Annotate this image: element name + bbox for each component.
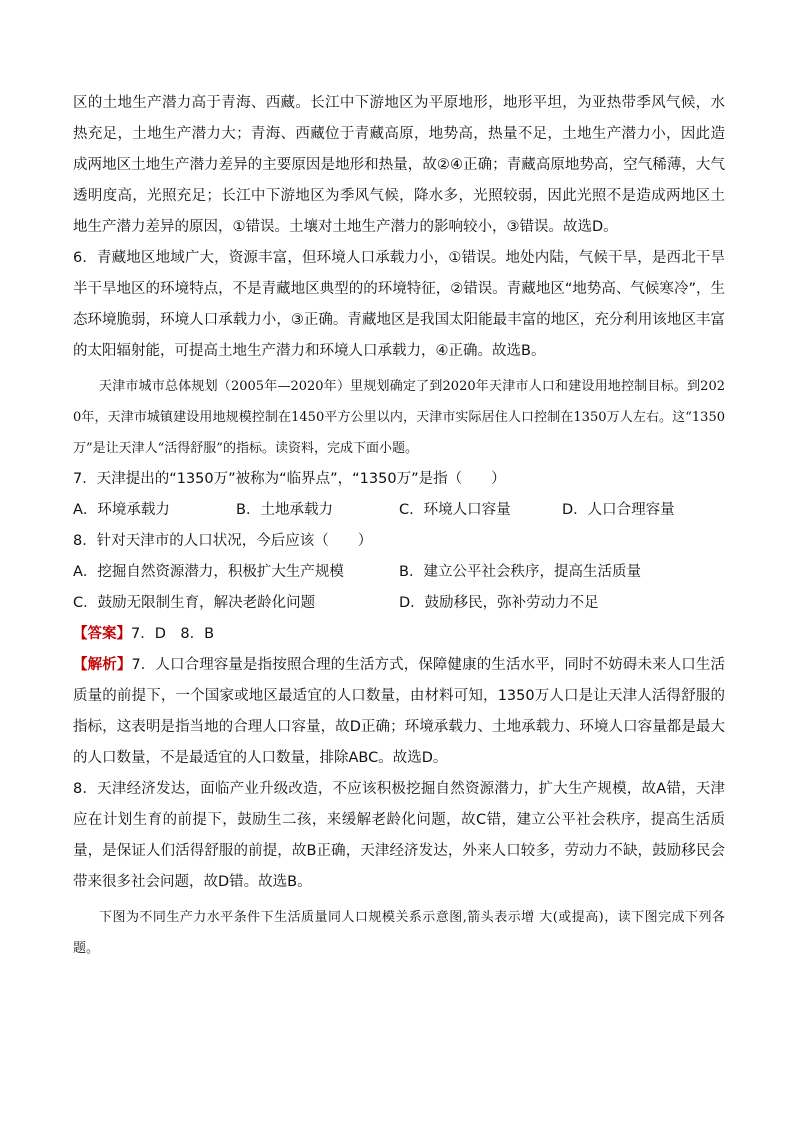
question-7-options <box>73 495 725 526</box>
answer-line <box>73 619 725 650</box>
analysis-question-7 <box>73 650 725 774</box>
question-7-option-a: A．环境承载力 <box>73 502 170 518</box>
reading-passage-tianjin: 天津市城市总体规划（2005年—2020年）里规划确定了到2020年天津市人口和建设用地控制目标。到2020年，天津市城镇建设用地规模控制在1450平方公里以内，天津市实际居住人口控制在1350万人左右。这“1350万”是让天津人“活得舒服”的指标。读资料，完成下面小题。 <box>73 379 725 456</box>
question-7-option-b: B．土地承载力 <box>236 502 333 518</box>
question-8-option-b: B．建立公平社会秩序，提高生活质量 <box>399 564 641 580</box>
analysis-label: 【解析】 <box>73 657 132 673</box>
analysis-question-8: 8．天津经济发达，面临产业升级改造，不应该积极挖掘自然资源潜力，扩大生产规模，故A错，天津应在计划生育的前提下，鼓励生二孩，来缓解老龄化问题，故C错，建立公平社会秩序，提高生活质量，是保证人们活得舒服的前提，故B正确，天津经济发达，外来人口较多，劳动力不缺，鼓励移民会带来很多社会问题，故D错。故选B。 <box>73 781 725 890</box>
question-7-option-d: D．人口合理容量 <box>562 502 675 518</box>
question-8-options-row-1 <box>73 557 725 588</box>
question-7-stem: 7．天津提出的“1350万”被称为“临界点”，“1350万”是指（ ） <box>73 471 506 487</box>
explanation-question-6: 6．青藏地区地域广大，资源丰富，但环境人口承载力小，①错误。地处内陆，气候干旱，是西北干旱半干旱地区的环境特点，不是青藏地区典型的的环境特征，②错误。青藏地区“地势高、气候寒冷”，生态环境脆弱，环境人口承载力小，③正确。青藏地区是我国太阳能最丰富的地区，充分利用该地区丰富的太阳辐射能，可提高土地生产潜力和环境人口承载力，④正确。故选B。 <box>73 250 725 359</box>
question-8-options-row-2 <box>73 588 725 619</box>
question-8-option-d: D．鼓励移民，弥补劳动力不足 <box>399 595 599 611</box>
question-7-option-c: C．环境人口容量 <box>399 502 511 518</box>
analysis-text-7: 7．人口合理容量是指按照合理的生活方式，保障健康的生活水平，同时不妨碍未来人口生活质量的前提下，一个国家或地区最适宜的人口数量，由材料可知，1350万人口是让天津人活得舒服的指标，这表明是指当地的合理人口容量，故D正确；环境承载力、土地承载力、环境人口容量都是最大的人口数量，不是最适宜的人口数量，排除ABC。故选D。 <box>73 657 725 766</box>
continued-explanation: 区的土地生产潜力高于青海、西藏。长江中下游地区为平原地形，地形平坦，为亚热带季风气候，水热充足，土地生产潜力大；青海、西藏位于青藏高原，地势高，热量不足，土地生产潜力小，因此造成两地区土地生产潜力差异的主要原因是地形和热量，故②④正确；青藏高原地势高，空气稀薄，大气透明度高，光照充足；长江中下游地区为季风气候，降水多，光照较弱，因此光照不是造成两地区土地生产潜力差异的原因，①错误。土壤对土地生产潜力的影响较小，③错误。故选D。 <box>73 95 725 235</box>
question-8-option-c: C．鼓励无限制生育，解决老龄化问题 <box>73 595 316 611</box>
question-8-option-a: A．挖掘自然资源潜力，积极扩大生产规模 <box>73 564 344 580</box>
answer-value: 7．D 8．B <box>131 626 215 642</box>
answer-label: 【答案】 <box>73 626 131 642</box>
reading-passage-next: 下图为不同生产力水平条件下生活质量同人口规模关系示意图,箭头表示增 大(或提高)，读下图完成下列各题。 <box>73 910 725 956</box>
page-content <box>73 88 725 964</box>
question-8-stem: 8．针对天津市的人口状况，今后应该（ ） <box>73 533 373 549</box>
